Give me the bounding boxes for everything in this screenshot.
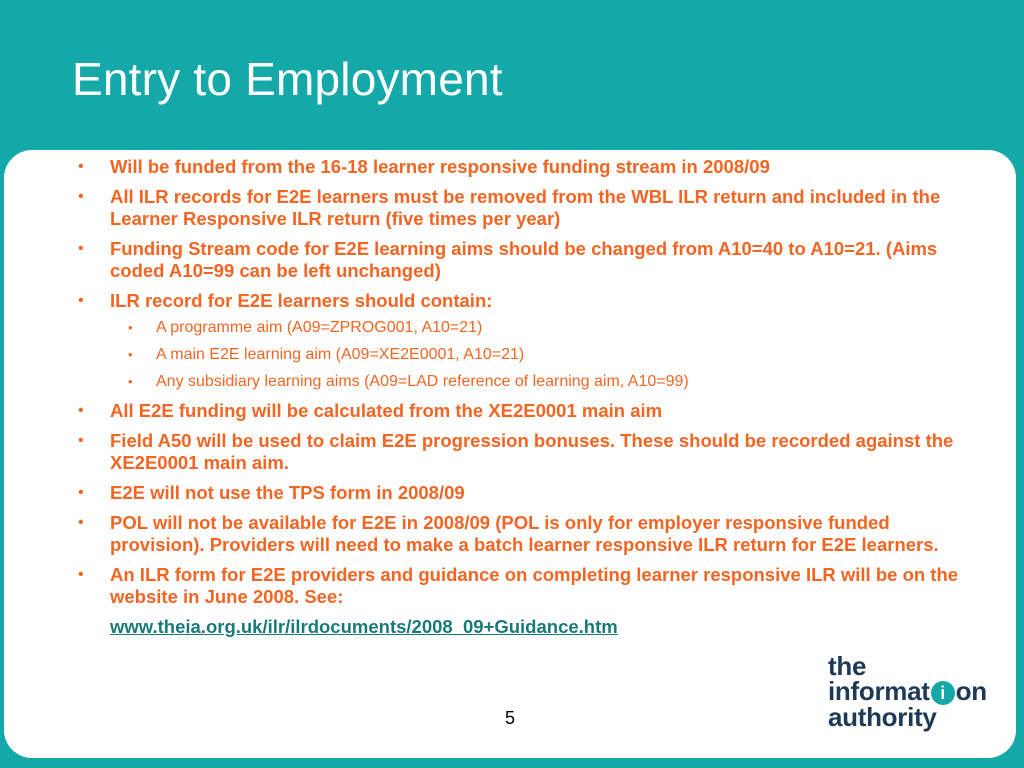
list-item	[76, 430, 976, 474]
list-item-text: ILR record for E2E learners should contain:	[110, 290, 493, 311]
bullet-icon: •	[78, 566, 84, 583]
sub-list-item	[110, 318, 976, 338]
list-item-text: Field A50 will be used to claim E2E progression bonuses. These should be recorded against the XE2E0001 main aim.	[110, 430, 954, 473]
logo-text: informat	[828, 676, 930, 706]
logo-line-3: authority	[828, 702, 937, 732]
list-item	[76, 564, 976, 638]
list-item-text: Will be funded from the 16-18 learner responsive funding stream in 2008/09	[110, 156, 770, 177]
bullet-icon: •	[78, 484, 84, 501]
sub-list-item-text: Any subsidiary learning aims (A09=LAD reference of learning aim, A10=99)	[156, 373, 689, 390]
list-item	[76, 238, 976, 282]
list-item-text: POL will not be available for E2E in 2008/09 (POL is only for employer responsive funded provision). Providers will need to make a batch learner responsive ILR return for E2E learners.	[110, 512, 939, 555]
bullet-icon: •	[78, 158, 84, 175]
sub-list-item-text: A programme aim (A09=ZPROG001, A10=21)	[156, 319, 483, 336]
bullet-icon: •	[78, 292, 84, 309]
list-item	[76, 156, 976, 178]
info-icon: i	[931, 681, 955, 705]
logo-text: on	[955, 676, 987, 706]
slide-title: Entry to Employment	[72, 53, 503, 105]
information-authority-logo	[828, 651, 987, 732]
list-item	[76, 400, 976, 422]
page-number: 5	[505, 708, 516, 728]
bullet-icon: •	[78, 402, 84, 419]
sub-list-item	[110, 345, 976, 365]
list-item	[76, 482, 976, 504]
bullet-icon: •	[78, 240, 84, 257]
list-item-text: All E2E funding will be calculated from the XE2E0001 main aim	[110, 400, 663, 421]
bullet-icon: •	[128, 347, 133, 362]
bullet-icon: •	[78, 514, 84, 531]
list-item-text: E2E will not use the TPS form in 2008/09	[110, 482, 465, 503]
bullet-icon: •	[78, 432, 84, 449]
bullet-icon: •	[128, 374, 133, 389]
list-item-text: All ILR records for E2E learners must be removed from the WBL ILR return and included in the Learner Responsive ILR return (five times per year)	[110, 186, 941, 229]
list-item-text: Funding Stream code for E2E learning aims should be changed from A10=40 to A10=21. (Aims coded A10=99 can be left unchanged)	[110, 238, 938, 281]
bullet-icon: •	[78, 188, 84, 205]
bullet-list	[76, 156, 976, 646]
sub-bullet-list	[110, 318, 976, 392]
list-item-text: An ILR form for E2E providers and guidance on completing learner responsive ILR will be on the website in June 2008. See:	[110, 564, 959, 607]
sub-list-item	[110, 372, 976, 392]
list-item	[76, 512, 976, 556]
list-item	[76, 290, 976, 392]
bullet-icon: •	[128, 320, 133, 335]
logo-line-1: the	[828, 651, 867, 681]
list-item	[76, 186, 976, 230]
sub-list-item-text: A main E2E learning aim (A09=XE2E0001, A10=21)	[156, 346, 525, 363]
guidance-link[interactable]: www.theia.org.uk/ilr/ilrdocuments/2008_09+Guidance.htm	[110, 616, 618, 637]
